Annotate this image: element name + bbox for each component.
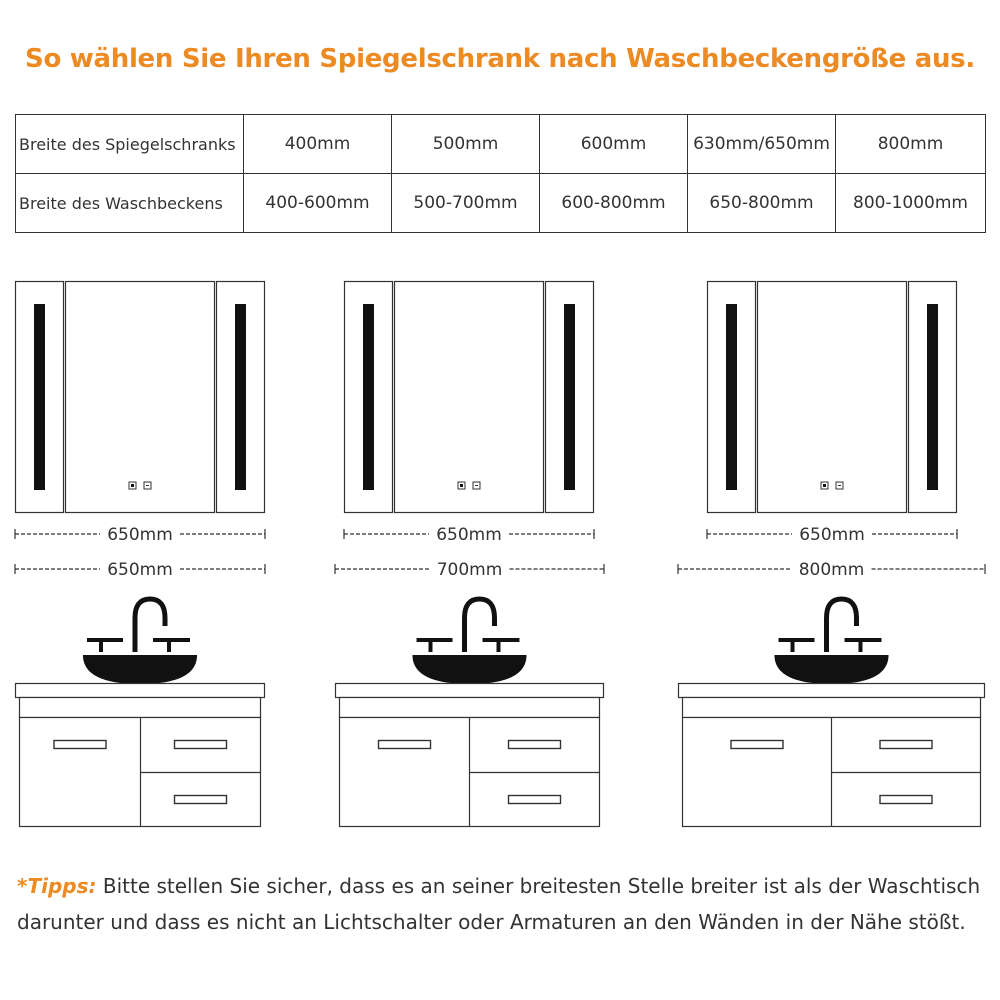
vessel-basin [413, 655, 527, 684]
tips-text: Bitte stellen Sie sicher, dass es an seiner breitesten Stelle breiter ist als der Waschtisch darunter und dass es nicht an Lichtschalter oder Armaturen an den Wänden in der Nähe stößt. [17, 874, 981, 934]
table-cell: 400-600mm [244, 174, 392, 233]
faucet-spout [827, 599, 857, 652]
vessel-basin [775, 655, 889, 684]
table-cell: 600mm [540, 115, 688, 174]
drawer-handle [880, 741, 932, 749]
touch-switch-dot [823, 484, 826, 487]
table-cell: 500mm [392, 115, 540, 174]
cabinet-width-dimension-label: 650mm [436, 525, 502, 545]
faucet-handle-right [483, 640, 520, 652]
illustration-3 [678, 282, 985, 827]
size-table [15, 114, 986, 233]
table-cell: 800-1000mm [836, 174, 986, 233]
faucet [779, 599, 882, 652]
faucet-spout [135, 599, 165, 652]
table-cell: 500-700mm [392, 174, 540, 233]
size-illustrations [0, 260, 1000, 850]
touch-switch-dot [460, 484, 463, 487]
faucet-handle-left [779, 640, 815, 652]
door-handle [379, 741, 431, 749]
vanity-top-rail [340, 698, 600, 718]
tips-note [17, 868, 987, 940]
cabinet-center-door [395, 282, 544, 513]
table-row-basin-width [16, 174, 986, 233]
cabinet-width-dimension-label: 650mm [107, 525, 173, 545]
door-handle [731, 741, 783, 749]
table-cell: 650-800mm [688, 174, 836, 233]
vanity [336, 684, 604, 827]
vanity-countertop [16, 684, 265, 698]
drawer-handle [175, 796, 227, 804]
drawer-handle [175, 741, 227, 749]
faucet-spout [465, 599, 495, 652]
touch-switch-dot [131, 484, 134, 487]
cabinet-center-door [66, 282, 215, 513]
faucet-handle-right [153, 640, 190, 652]
mirror-cabinet [708, 282, 957, 513]
led-strip-right [927, 304, 938, 490]
faucet-handle-left [87, 640, 123, 652]
led-strip-right [564, 304, 575, 490]
table-cell: 400mm [244, 115, 392, 174]
table-cell: 800mm [836, 115, 986, 174]
cabinet-width-dimension-label: 650mm [799, 525, 865, 545]
basin-width-dimension-label: 650mm [107, 560, 173, 580]
vanity-countertop [336, 684, 604, 698]
illustration-2 [335, 282, 604, 827]
led-strip-left [34, 304, 45, 490]
faucet-handle-right [845, 640, 882, 652]
tips-label: *Tipps: [17, 874, 97, 898]
row-label: Breite des Waschbeckens [16, 174, 244, 233]
page-title: So wählen Sie Ihren Spiegelschrank nach Waschbeckengröße aus. [25, 44, 975, 74]
basin-width-dimension-label: 800mm [798, 560, 865, 580]
cabinet-center-door [758, 282, 907, 513]
vanity-top-rail [20, 698, 261, 718]
door-handle [54, 741, 106, 749]
table-cell: 630mm/650mm [688, 115, 836, 174]
vanity-countertop [679, 684, 985, 698]
faucet [417, 599, 520, 652]
drawer-handle [509, 796, 561, 804]
led-strip-left [363, 304, 374, 490]
mirror-cabinet [16, 282, 265, 513]
led-strip-left [726, 304, 737, 490]
drawer-handle [509, 741, 561, 749]
led-strip-right [235, 304, 246, 490]
row-label: Breite des Spiegelschranks [16, 115, 244, 174]
basin-width-dimension-label: 700mm [436, 560, 503, 580]
drawer-handle [880, 796, 932, 804]
vanity [679, 684, 985, 827]
vanity-top-rail [683, 698, 981, 718]
faucet-handle-left [417, 640, 453, 652]
mirror-cabinet [345, 282, 594, 513]
illustration-1 [15, 282, 265, 827]
faucet [87, 599, 190, 652]
table-cell: 600-800mm [540, 174, 688, 233]
vanity [16, 684, 265, 827]
table-row-cabinet-width [16, 115, 986, 174]
vessel-basin [83, 655, 197, 684]
